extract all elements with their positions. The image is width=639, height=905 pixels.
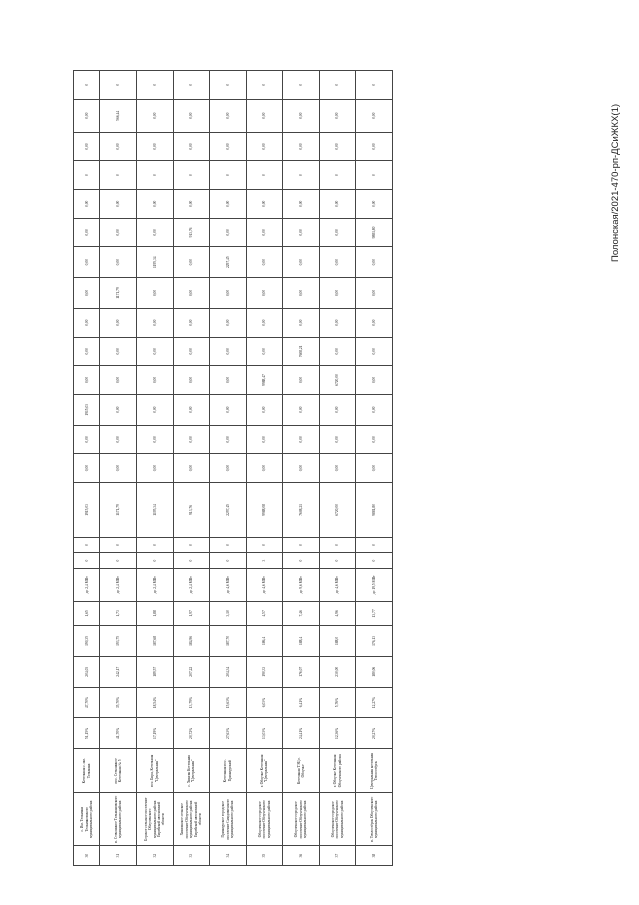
cell-c4: 0,00 [210,366,247,395]
cell-c7: 0,00 [210,278,247,309]
cell-c8: 0,00 [319,247,356,278]
cell-no: 34 [210,846,247,866]
cell-v1: 207,22 [173,656,210,687]
cell-c2: 0,00 [210,425,247,454]
cell-v1: 242,17 [100,656,137,687]
cell-c4: 9988,47 [246,366,283,395]
cell-c6: 0,00 [100,308,137,337]
cell-c4: 0,00 [173,366,210,395]
document-id-margin [609,52,623,262]
cell-c4: 6720,00 [319,366,356,395]
cell-name: п. Стеклянное Тельмановского муниципального района [100,793,137,846]
table-row [173,71,210,866]
cell-c5: 0,00 [173,337,210,366]
cell-p2: 6,41% [283,687,320,718]
cell-c3: 0,00 [173,394,210,425]
cell-c12: 0,00 [319,132,356,161]
cell-c8: 1195,34 [136,247,173,278]
cell-c13: 0,00 [356,99,393,132]
table-body [74,71,393,866]
cell-n1: 0 [100,553,137,568]
cell-source: Котельная ТЭЦ г. Облучье [283,749,320,793]
cell-c14: 0 [356,71,393,100]
cell-c13: 0,00 [210,99,247,132]
cell-c12: 0,00 [136,132,173,161]
cell-c11: 0 [100,161,137,190]
cell-c2: 0,00 [136,425,173,454]
cell-p1: 13,03% [246,718,283,749]
cell-v3: 3,10 [210,601,247,625]
cell-n1: 0 [356,553,393,568]
cell-c14: 0 [283,71,320,100]
cell-c11: 0 [246,161,283,190]
cell-c12: 0,00 [356,132,393,161]
cell-p2: 13,79% [173,687,210,718]
cell-total: 1915,03 [74,482,100,537]
cell-c8: 0,00 [246,247,283,278]
table-row [74,71,100,866]
cell-c9: 0,00 [319,218,356,247]
table-row [319,71,356,866]
cell-n1: 0 [173,553,210,568]
cell-total: 6720,00 [319,482,356,537]
cell-c12: 0,00 [246,132,283,161]
cell-name: Хинганское сельское поселение Облученского муниципального района Еврейской автономной области [173,793,210,846]
cell-source: г. Облучье Котельная "Центральная" [246,749,283,793]
cell-type: до 2,4 МВт [173,568,210,601]
cell-no: 38 [356,846,393,866]
cell-c11: 0 [283,161,320,190]
cell-source: г. Облучье Котельная Облученского района [319,749,356,793]
cell-c1: 0,00 [356,454,393,483]
cell-c8: 0,00 [173,247,210,278]
cell-total: 913,76 [173,482,210,537]
cell-c2: 0,00 [100,425,137,454]
cell-c6: 0,00 [283,308,320,337]
cell-p1: 20,27% [356,718,393,749]
cell-c3: 0,00 [210,394,247,425]
cell-source: Котельная с. им. Тельмана [74,749,100,793]
cell-type: до 2,4 МВт [136,568,173,601]
cell-c3: 0,00 [356,394,393,425]
table-row [246,71,283,866]
cell-n1: 0 [319,553,356,568]
document-id-text: Полонская/2021-470-рп-ДСиЖКХ(1) [610,103,621,262]
cell-type: до 4,6 МВт [319,568,356,601]
cell-c7: 0,00 [246,278,283,309]
cell-c13: 0,00 [319,99,356,132]
cell-c5: 0,00 [100,337,137,366]
cell-c13: 0,00 [173,99,210,132]
cell-name: Приамурское городское поселение Смидовичского муниципального района [210,793,247,846]
cell-c2: 0,00 [173,425,210,454]
cell-source: Центральная котельная Теплоозёрск [356,749,393,793]
cell-c9: 0,00 [136,218,173,247]
cell-c7: 0,00 [173,278,210,309]
cell-v2: 188,0 [319,626,356,657]
cell-n2: 0 [356,537,393,552]
cell-n1: 0 [283,553,320,568]
rotated-table-wrapper [73,70,393,866]
cell-p2: 12,27% [356,687,393,718]
cell-p1: 20,72% [173,718,210,749]
cell-v3: 1,88 [136,601,173,625]
cell-n1: 0 [210,553,247,568]
cell-p2: 5,76% [319,687,356,718]
cell-c14: 0 [136,71,173,100]
cell-c1: 0,00 [136,454,173,483]
cell-c4: 0,00 [100,366,137,395]
cell-c2: 0,00 [319,425,356,454]
cell-c12: 0,00 [283,132,320,161]
cell-c10: 0,00 [173,190,210,219]
cell-name: Борское сельское поселение Облученского муниципального района Еврейской автономной области [136,793,173,846]
cell-type: до 2,4 МВт [74,568,100,601]
cell-c9: 0,00 [283,218,320,247]
cell-v1: 204,34 [210,656,247,687]
cell-v2: 193,75 [100,626,137,657]
cell-c7: 0,00 [74,278,100,309]
cell-name: с. Им. Тельмана Тельмановского муниципального района [74,793,100,846]
table-row [210,71,247,866]
cell-c6: 0,00 [74,308,100,337]
cell-c11: 0 [74,161,100,190]
cell-c13: 0,00 [136,99,173,132]
cell-v3: 7,46 [283,601,320,625]
cell-n2: 0 [210,537,247,552]
cell-n2: 0 [136,537,173,552]
cell-c4: 0,00 [356,366,393,395]
cell-source: пос. Стеклянное Котельная № 5 [100,749,137,793]
cell-c1: 0,00 [74,454,100,483]
cell-c7: 0,00 [319,278,356,309]
cell-c5: 0,00 [136,337,173,366]
cell-no: 35 [246,846,283,866]
cell-v1: 180,06 [356,656,393,687]
cell-c9: 9881,80 [356,218,393,247]
cell-c2: 0,00 [74,425,100,454]
cell-type: до 4,6 МВт [246,568,283,601]
cell-c10: 0,00 [136,190,173,219]
cell-no: 37 [319,846,356,866]
cell-n2: 0 [173,537,210,552]
cell-c10: 0,00 [356,190,393,219]
cell-c14: 0 [210,71,247,100]
cell-n1: 0 [136,553,173,568]
cell-c10: 0,00 [246,190,283,219]
cell-c12: 0,00 [210,132,247,161]
cell-c10: 0,00 [74,190,100,219]
cell-p1: 51,15% [74,718,100,749]
cell-v3: 1,65 [74,601,100,625]
cell-p2: 6,03% [246,687,283,718]
cell-type: до 9,6 МВт [283,568,320,601]
cell-c11: 0 [356,161,393,190]
cell-c3: 0,00 [319,394,356,425]
cell-n2: 0 [74,537,100,552]
cell-c3: 0,00 [246,394,283,425]
cell-p2: 15,63% [210,687,247,718]
cell-type: до 2,4 МВт [100,568,137,601]
cell-name: Облученское городское поселение Облученского муниципального района [283,793,320,846]
cell-c2: 0,00 [246,425,283,454]
cell-p1: 24,41% [283,718,320,749]
cell-c3: 1915,03 [74,394,100,425]
cell-c4: 0,00 [283,366,320,395]
cell-c1: 0,00 [283,454,320,483]
cell-v2: 187,68 [136,626,173,657]
cell-p2: 35,70% [100,687,137,718]
cell-c5: 0,00 [319,337,356,366]
cell-c2: 0,00 [283,425,320,454]
cell-c3: 0,00 [283,394,320,425]
cell-c3: 0,00 [100,394,137,425]
cell-c11: 0 [136,161,173,190]
cell-c14: 0 [173,71,210,100]
table-row [136,71,173,866]
cell-c13: 0,00 [74,99,100,132]
cell-c6: 0,00 [319,308,356,337]
cell-no: 33 [173,846,210,866]
cell-c1: 0,00 [100,454,137,483]
cell-c11: 0 [173,161,210,190]
cell-c12: 0,00 [173,132,210,161]
cell-c5: 0,00 [210,337,247,366]
cell-total: 2297,45 [210,482,247,537]
cell-total: 1195,34 [136,482,173,537]
cell-c9: 0,00 [74,218,100,247]
cell-c3: 0,00 [136,394,173,425]
cell-v2: 188,4 [283,626,320,657]
cell-c6: 0,00 [136,308,173,337]
cell-type: до 4,6 МВт [210,568,247,601]
cell-v1: 189,57 [136,656,173,687]
cell-c8: 2297,45 [210,247,247,278]
cell-source: пос. Бира, Котельная "Центральная" [136,749,173,793]
cell-v2: 187,70 [210,626,247,657]
cell-c10: 0,00 [100,190,137,219]
cell-c1: 0,00 [173,454,210,483]
cell-v2: 190,35 [74,626,100,657]
cell-n2: 0 [100,537,137,552]
cell-c1: 0,00 [210,454,247,483]
cell-p1: 41,70% [100,718,137,749]
cell-c10: 0,00 [210,190,247,219]
cell-total: 1171,79 [100,482,137,537]
cell-source: с. Хинган Котельная "Центральная" [173,749,210,793]
cell-v2: 186,4 [246,626,283,657]
cell-p2: 47,70% [74,687,100,718]
cell-p1: 17,19% [136,718,173,749]
cell-name: п. Теплоозёрск Облученского муниципального района [356,793,393,846]
cell-c10: 0,00 [319,190,356,219]
cell-source: Котельная пос. Приамурский [210,749,247,793]
cell-c1: 0,00 [246,454,283,483]
cell-c12: 0,00 [100,132,137,161]
cell-c14: 0 [319,71,356,100]
cell-c2: 0,00 [356,425,393,454]
cell-no: 36 [283,846,320,866]
cell-n2: 0 [246,537,283,552]
cell-c9: 0,00 [210,218,247,247]
cell-c8: 0,00 [356,247,393,278]
cell-v1: 230,00 [319,656,356,687]
cell-type: до 19,5 МВт [356,568,393,601]
cell-c7: 1171,79 [100,278,137,309]
cell-n1: 3 [246,553,283,568]
cell-no: 31 [100,846,137,866]
cell-v3: 4,96 [319,601,356,625]
cell-v3: 1,97 [173,601,210,625]
cell-v1: 190,33 [246,656,283,687]
cell-name: Облученское городское поселение Облученского муниципального района [246,793,283,846]
cell-c13: 0,00 [283,99,320,132]
cell-v2: 176,13 [356,626,393,657]
table-row [356,71,393,866]
cell-c8: 0,00 [74,247,100,278]
cell-p1: 27,63% [210,718,247,749]
cell-name: Облученское городское поселение Облученского муниципального района [319,793,356,846]
cell-n2: 0 [319,537,356,552]
cell-c8: 0,00 [283,247,320,278]
cell-c1: 0,00 [319,454,356,483]
cell-c11: 0 [319,161,356,190]
cell-total: 9988,08 [246,482,283,537]
cell-c12: 0,00 [74,132,100,161]
cell-p1: 12,36% [319,718,356,749]
cell-c9: 0,00 [100,218,137,247]
cell-c14: 0 [100,71,137,100]
cell-v1: 176,07 [283,656,320,687]
cell-c14: 0 [246,71,283,100]
cell-no: 30 [74,846,100,866]
table-row [100,71,137,866]
cell-c7: 0,00 [356,278,393,309]
cell-c9: 913,76 [173,218,210,247]
cell-total: 7608,21 [283,482,320,537]
cell-c5: 0,00 [74,337,100,366]
cell-c6: 0,00 [356,308,393,337]
cell-v2: 184,96 [173,626,210,657]
cell-c8: 0,00 [100,247,137,278]
cell-c4: 0,00 [136,366,173,395]
cell-c5: 0,00 [246,337,283,366]
cell-c13: 566,44 [100,99,137,132]
cell-n1: 0 [74,553,100,568]
cell-v3: 1,73 [100,601,137,625]
cell-c9: 0,00 [246,218,283,247]
cell-c5: 7608,21 [283,337,320,366]
cell-c6: 0,00 [173,308,210,337]
cell-p2: 18,54% [136,687,173,718]
cell-c7: 0,00 [136,278,173,309]
cell-v1: 204,03 [74,656,100,687]
cell-c6: 0,00 [210,308,247,337]
data-table [73,70,393,866]
cell-n2: 0 [283,537,320,552]
cell-c13: 0,00 [246,99,283,132]
cell-c5: 0,00 [356,337,393,366]
cell-c6: 0,00 [246,308,283,337]
cell-c10: 0,00 [283,190,320,219]
cell-c4: 0,00 [74,366,100,395]
cell-v3: 13,77 [356,601,393,625]
cell-c11: 0 [210,161,247,190]
cell-no: 32 [136,846,173,866]
cell-v3: 4,57 [246,601,283,625]
table-row [283,71,320,866]
cell-c7: 0,00 [283,278,320,309]
cell-total: 9881,80 [356,482,393,537]
cell-c14: 0 [74,71,100,100]
